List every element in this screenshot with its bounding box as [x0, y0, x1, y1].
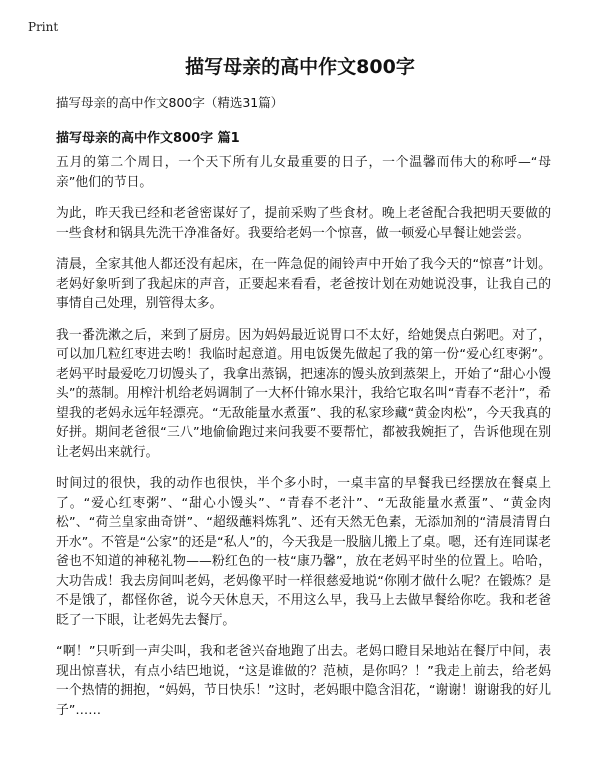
article-heading: 描写母亲的高中作文800字 篇1: [56, 131, 240, 146]
page-title: 描写母亲的高中作文800字: [185, 56, 415, 78]
paragraph: 清晨，全家其他人都还没有起床，在一阵急促的闹铃声中开始了我今天的“惊喜”计划。老妈好象听到了我起床的声音，正要起来看看，老爸按计划在劝她说没事，让我自己的事情自己处理，别管得太多。: [56, 257, 551, 311]
paragraph: 时间过的很快，我的动作也很快，半个多小时，一桌丰富的早餐我已经摆放在餐桌上了。“爱心红枣粥”、“甜心小馒头”、“青春不老汁”、“无敌能量水煮蛋”、“黄金肉松”、“荷兰皇家曲奇饼”、“超级蘸料炼乳”、还有天然无色素，无添加剂的“清晨清胃白开水”。不管是“公家”的还是“私人”的，今天我是一股脑儿搬上了桌。嗯，还有连同谋老爸也不知道的神秘礼物——粉红色的一枝“康乃馨”，放在老妈平时坐的位置上。哈哈，大功告成！我去房间叫老妈，老妈像平时一样很慈爱地说“你刚才做什么呢？在锻炼？是不是饿了，都怪你爸，说今天休息天，不用这么早，我马上去做早餐给你吃。我和老爸眨了一下眼，让老妈先去餐厅。: [56, 476, 551, 628]
paragraph: 我一番洗漱之后，来到了厨房。因为妈妈最近说胃口不太好，给她煲点白粥吧。对了，可以加几粒红枣进去哟！我临时起意道。用电饭煲先做起了我的第一份“爱心红枣粥”。老妈平时最爱吃刀切馒头了，我拿出蒸锅，把速冻的馒头放到蒸架上，开始了“甜心小馒头”的蒸制。用榨汁机给老妈调制了一大杯什锦水果汁，我给它取名叫“青春不老汁”，希望我的老妈永远年轻漂亮。“无敌能量水煮蛋”、我的私家珍藏“黄金肉松”，今天我真的好拼。期间老爸很“三八”地偷偷跑过来问我要不要帮忙，都被我婉拒了，告诉他现在别让老妈出来就行。: [56, 327, 551, 460]
paragraph: “啊！”只听到一声尖叫，我和老爸兴奋地跑了出去。老妈口瞪目呆地站在餐厅中间，表现出惊喜状，有点小结巴地说，“这是谁做的？范桢，是你吗？！”我走上前去，给老妈一个热情的拥抱，“妈妈，节日快乐！”这时，老妈眼中隐含泪花，“谢谢！谢谢我的好儿子”……: [56, 644, 551, 718]
paragraph: 为此，昨天我已经和老爸密谋好了，提前采购了些食材。晚上老爸配合我把明天要做的一些食材和锅具先洗干净准备好。我要给老妈一个惊喜，做一顿爱心早餐让她尝尝。: [56, 206, 551, 241]
subtitle: 描写母亲的高中作文800字（精选31篇）: [56, 95, 284, 110]
article-body: [56, 153, 551, 732]
print-link[interactable]: Print: [28, 20, 59, 34]
paragraph: 五月的第二个周日，一个天下所有儿女最重要的日子，一个温馨而伟大的称呼—“母亲”他们的节日。: [56, 155, 551, 190]
